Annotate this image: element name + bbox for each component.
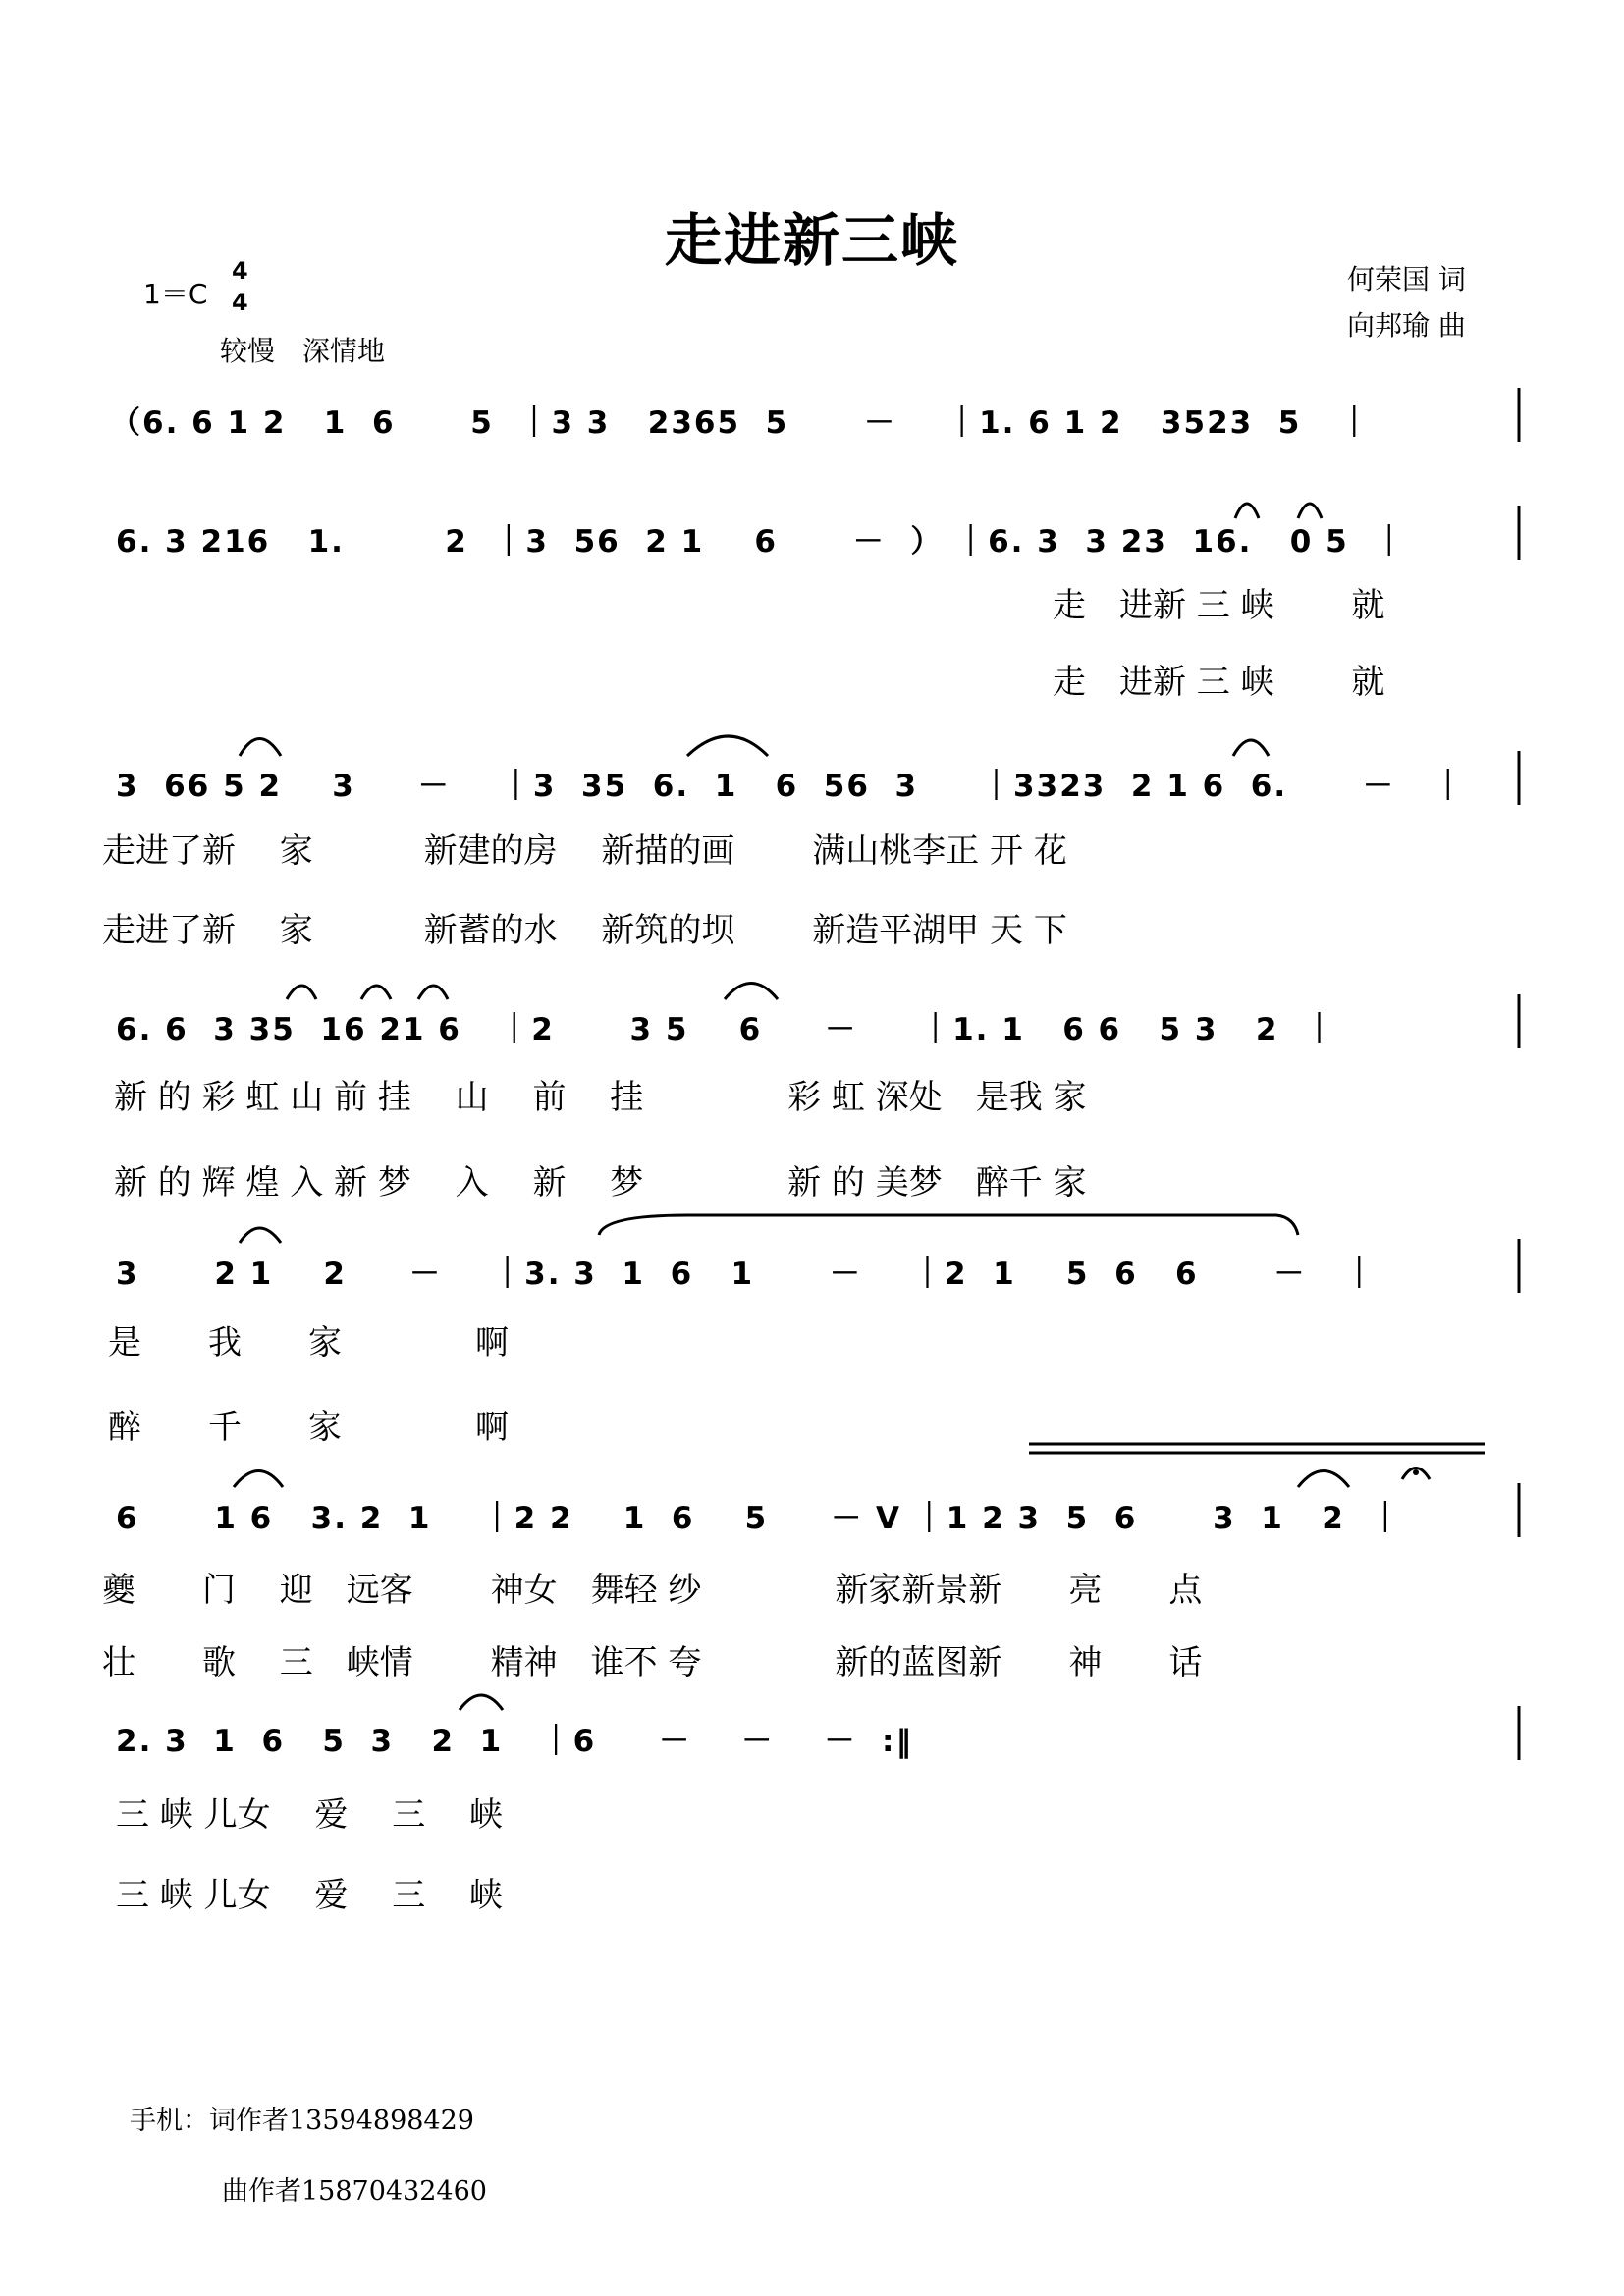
- long-slur: [599, 1215, 1298, 1235]
- fermata-dot: [1413, 1469, 1419, 1475]
- page-title: 走进新三峡: [664, 207, 959, 274]
- score-row-1-notes: （6. 6 1 2 1 6 5 ｜3 3 2365 5 － ｜1. 6 1 2 3523 5 ｜: [110, 405, 1372, 441]
- score-row-6-lyric-2: 壮 歌 三 峡情 精神 谁不 夸 新的蓝图新 神 话: [102, 1643, 1203, 1682]
- slur: [1233, 740, 1269, 756]
- score-row-5-notes: 3 2 1 2 － ｜3. 3 1 6 1 － ｜2 1 5 6 6 － ｜: [116, 1256, 1377, 1292]
- score-row-3-lyric-2: 走进了新 家 新蓄的水 新筑的坝 新造平湖甲 天 下: [102, 911, 1067, 950]
- score-row-7-notes: 2. 3 1 6 5 3 2 1 ｜6 － － － :‖: [116, 1724, 913, 1759]
- score-row-4-notes: 6. 6 3 35 16 21 6 ｜2 3 5 6 － ｜1. 1 6 6 5 3 2 ｜: [116, 1012, 1336, 1047]
- slur: [725, 984, 778, 1000]
- composer-credit: 向邦瑜 曲: [1347, 309, 1466, 342]
- slur: [1298, 1471, 1349, 1488]
- slur: [240, 1228, 281, 1243]
- slur: [234, 1471, 283, 1488]
- slur: [1235, 504, 1259, 518]
- lyricist-phone: 手机：词作者13594898429: [130, 2106, 474, 2136]
- slur: [418, 986, 448, 999]
- lyricist-credit: 何荣国 词: [1347, 263, 1466, 295]
- slur: [460, 1695, 503, 1710]
- score-row-3-notes: 3 66 5 2 3 － ｜3 35 6. 1 6 56 3 ｜3323 2 1 6 6. － ｜: [116, 769, 1466, 804]
- time-signature-denominator: 4: [232, 289, 248, 316]
- score-row-6-notes: 6 1 6 3. 2 1 ｜2 2 1 6 5 － V ｜1 2 3 5 6 3 1 2 ｜: [116, 1501, 1403, 1536]
- score-row-6-lyric-1: 夔 门 迎 远客 神女 舞轻 纱 新家新景新 亮 点: [102, 1571, 1203, 1610]
- score-row-5-lyric-2: 醉 千 家 啊: [108, 1408, 509, 1447]
- score-row-2-lyric-1: 走 进新 三 峡 就: [1053, 586, 1385, 625]
- score-row-3-lyric-1: 走进了新 家 新建的房 新描的画 满山桃李正 开 花: [102, 831, 1067, 871]
- slur: [287, 986, 316, 999]
- tempo-marking: 较慢 深情地: [220, 335, 386, 367]
- slur: [240, 739, 281, 757]
- score-row-7-lyric-1: 三 峡 儿女 爱 三 峡: [116, 1795, 504, 1835]
- score-row-5-lyric-1: 是 我 家 啊: [108, 1323, 509, 1362]
- time-signature-numerator: 4: [232, 257, 248, 285]
- score-row-2-lyric-2: 走 进新 三 峡 就: [1053, 663, 1385, 702]
- slur: [1298, 504, 1322, 518]
- slur: [361, 986, 391, 999]
- composer-phone: 曲作者15870432460: [222, 2176, 487, 2207]
- score-row-4-lyric-1: 新 的 彩 虹 山 前 挂 山 前 挂 彩 虹 深处 是我 家: [114, 1078, 1087, 1117]
- key-signature: 1＝C: [143, 278, 208, 310]
- slur: [687, 736, 768, 756]
- score-row-7-lyric-2: 三 峡 儿女 爱 三 峡: [116, 1876, 504, 1915]
- score-row-4-lyric-2: 新 的 辉 煌 入 新 梦 入 新 梦 新 的 美梦 醉千 家: [114, 1163, 1087, 1202]
- score-row-2-notes: 6. 3 216 1. 2 ｜3 56 2 1 6 － ） ｜6. 3 3 23 16. 0 5 ｜: [116, 524, 1407, 560]
